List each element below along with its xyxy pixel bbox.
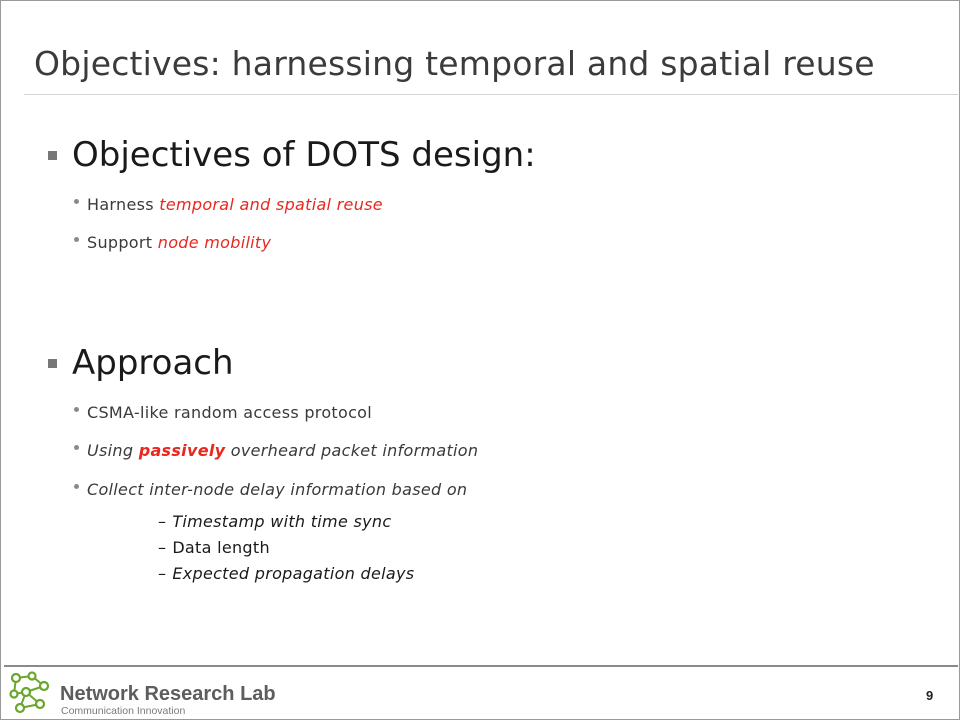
bullet-dot-icon — [74, 484, 79, 489]
network-logo-icon — [6, 670, 52, 716]
item-text: Support — [87, 233, 158, 252]
bullet-dot-icon — [74, 237, 79, 242]
slide-title: Objectives: harnessing temporal and spatial reuse — [34, 44, 875, 83]
dash-bullet-icon: – — [158, 564, 167, 583]
section-heading-text: Objectives of DOTS design: — [72, 135, 536, 175]
brand-tagline: Communication Innovation — [61, 705, 186, 717]
list-item — [74, 441, 478, 460]
item-text: Harness — [87, 195, 160, 214]
dash-bullet-icon: – — [158, 538, 167, 557]
bullet-dot-icon — [74, 445, 79, 450]
section-objectives-heading — [48, 135, 536, 175]
item-text-suffix: overheard packet information — [225, 441, 479, 460]
item-text: Using — [87, 441, 139, 460]
sub-item-text: Expected propagation delays — [172, 564, 415, 583]
sub-list-item — [158, 512, 391, 531]
list-item — [74, 195, 383, 214]
sub-item-text: Timestamp with time sync — [172, 512, 392, 531]
item-text: Collect inter-node delay information based on — [87, 480, 468, 499]
item-highlight: node mobility — [157, 233, 272, 252]
section-approach-heading — [48, 343, 234, 383]
list-item — [74, 233, 271, 252]
title-divider — [24, 94, 958, 95]
item-highlight: passively — [138, 441, 226, 460]
sub-list-item — [158, 564, 414, 583]
item-highlight: temporal and spatial reuse — [159, 195, 383, 214]
bullet-dot-icon — [74, 407, 79, 412]
bullet-dot-icon — [74, 199, 79, 204]
footer-divider — [4, 665, 958, 667]
square-bullet-icon — [48, 151, 57, 160]
sub-list-item — [158, 538, 270, 557]
item-text: CSMA-like random access protocol — [87, 403, 373, 422]
sub-item-text: Data length — [172, 538, 270, 557]
brand-name: Network Research Lab — [60, 683, 276, 705]
section-heading-text: Approach — [72, 343, 234, 383]
list-item — [74, 403, 372, 422]
list-item — [74, 480, 467, 499]
page-number: 9 — [926, 688, 934, 703]
dash-bullet-icon: – — [158, 512, 167, 531]
square-bullet-icon — [48, 359, 57, 368]
